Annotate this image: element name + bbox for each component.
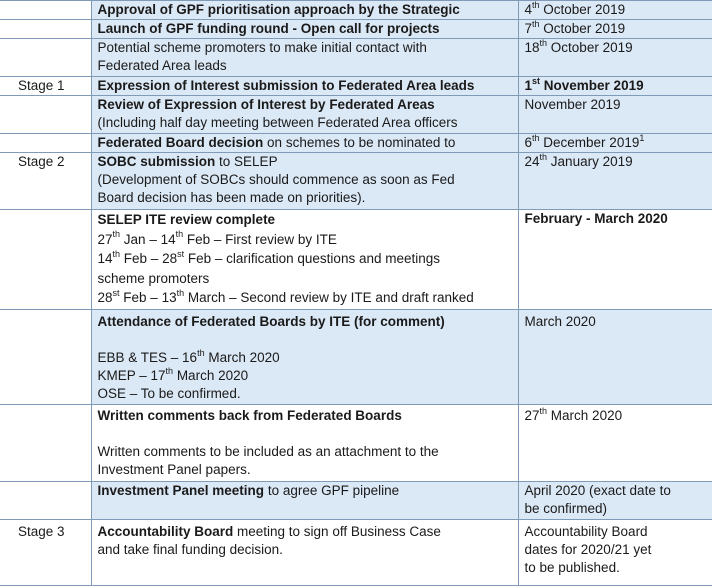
date-cell: 24th January 2019 <box>518 153 712 210</box>
activity-cell: SOBC submission to SELEP (Development of SOBCs should commence as soon as Fed Board decision has been made on priorities). <box>91 153 518 210</box>
stage-cell <box>0 310 91 405</box>
table-row <box>0 20 712 39</box>
stage-cell <box>0 405 91 482</box>
date-cell: 6th December 2019$^1$ <box>518 134 712 153</box>
activity-text: and take final funding decision. <box>97 542 283 557</box>
activity-text: (Including half day meeting between Federated Area officers <box>97 115 458 130</box>
date-cell: April 2020 (exact date to be confirmed) <box>518 482 712 520</box>
date-cell: March 2020 <box>518 310 712 405</box>
stage-label: Stage 1 <box>0 77 91 96</box>
activity-title: Federated Board decision <box>97 135 264 150</box>
activity-title: Review of Expression of Interest by Federated Areas <box>97 97 435 112</box>
stage-label: Stage 2 <box>0 153 91 210</box>
stage-cell <box>0 39 91 77</box>
activity-title: Attendance of Federated Boards by ITE (for comment) <box>97 314 445 329</box>
stage-cell <box>0 1 91 20</box>
activity-cell: Investment Panel meeting to agree GPF pipeline <box>91 482 518 520</box>
activity-cell <box>91 405 518 482</box>
activity-title: Written comments back from Federated Boards <box>97 408 402 423</box>
activity-cell <box>91 77 518 96</box>
stage-cell <box>0 482 91 520</box>
table-row <box>0 405 712 482</box>
date-cell: 18th October 2019 <box>518 39 712 77</box>
activity-cell <box>91 96 518 134</box>
table-row <box>0 134 712 153</box>
activity-title: Approval of GPF prioritisation approach by the Strategic <box>97 2 460 17</box>
activity-title: Launch of GPF funding round - Open call for projects <box>97 21 440 36</box>
table-row <box>0 310 712 405</box>
activity-cell: Federated Board decision on schemes to be nominated to <box>91 134 518 153</box>
table-row <box>0 520 712 586</box>
activity-title: Investment Panel meeting <box>97 483 265 498</box>
activity-text: Written comments to be included as an attachment to the <box>97 444 439 459</box>
table-row <box>0 77 712 96</box>
activity-title: SOBC submission <box>97 154 216 169</box>
activity-title: Accountability Board <box>97 524 234 539</box>
date-cell: 7th October 2019 <box>518 20 712 39</box>
activity-cell: Attendance of Federated Boards by ITE (for comment) EBB & TES – 16th March 2020 KMEP – 17th March 2020 OSE – To be confirmed. <box>91 310 518 405</box>
activity-cell: SELEP ITE review complete 27th Jan – 14th Feb – First review by ITE 14th Feb – 28st Feb – clarification questions and meetings scheme promoters 28st Feb – 13th March – Second review by ITE and draft ranked <box>91 210 518 310</box>
date-cell: February - March 2020 <box>518 210 712 310</box>
date-cell: November 2019 <box>518 96 712 134</box>
table-row <box>0 482 712 520</box>
date-cell: 4th October 2019 <box>518 1 712 20</box>
activity-text: (Development of SOBCs should commence as soon as Fed <box>97 172 455 187</box>
activity-cell <box>91 1 518 20</box>
date-cell: 27th March 2020 <box>518 405 712 482</box>
activity-cell <box>91 39 518 77</box>
activity-text: Investment Panel papers. <box>97 462 251 477</box>
table-row <box>0 96 712 134</box>
activity-title: SELEP ITE review complete <box>97 212 276 227</box>
stage-label: Stage 3 <box>0 520 91 586</box>
stage-cell <box>0 210 91 310</box>
date-cell: Accountability Board dates for 2020/21 yet to be published. <box>518 520 712 586</box>
stage-cell <box>0 96 91 134</box>
date-cell: 1st November 2019 <box>518 77 712 96</box>
activity-cell: Accountability Board meeting to sign off Business Case and take final funding decision. <box>91 520 518 586</box>
table-row <box>0 39 712 77</box>
table-row <box>0 210 712 310</box>
activity-text: Board decision has been made on priorities). <box>97 190 366 205</box>
activity-title: Expression of Interest submission to Federated Area leads <box>97 78 475 93</box>
activity-text: Federated Area leads <box>97 58 227 73</box>
table-row <box>0 153 712 210</box>
stage-cell <box>0 20 91 39</box>
activity-text: Potential scheme promoters to make initial contact with <box>97 40 427 55</box>
activity-cell <box>91 20 518 39</box>
table-row <box>0 1 712 20</box>
stage-cell <box>0 134 91 153</box>
